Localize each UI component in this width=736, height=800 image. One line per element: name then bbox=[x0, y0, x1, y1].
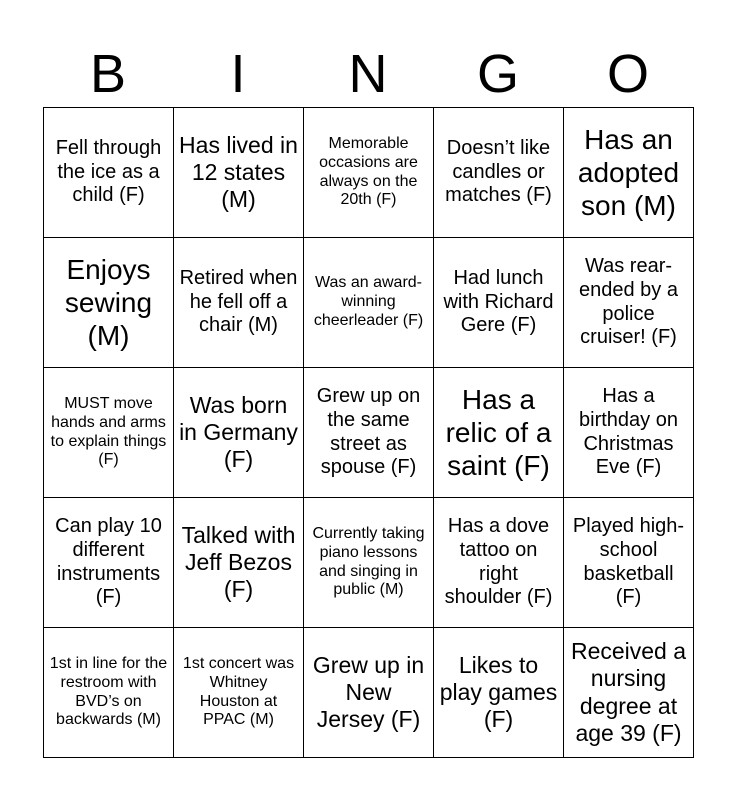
bingo-cell[interactable]: Fell through the ice as a child (F) bbox=[44, 108, 174, 238]
bingo-cell[interactable]: Has a dove tattoo on right shoulder (F) bbox=[434, 498, 564, 628]
bingo-cell[interactable]: Grew up in New Jersey (F) bbox=[304, 628, 434, 758]
bingo-cell[interactable]: Retired when he fell off a chair (M) bbox=[174, 238, 304, 368]
header-letter-i: I bbox=[230, 44, 246, 104]
bingo-cell[interactable]: Doesn’t like candles or matches (F) bbox=[434, 108, 564, 238]
bingo-cell[interactable]: Had lunch with Richard Gere (F) bbox=[434, 238, 564, 368]
bingo-cell[interactable]: Received a nursing degree at age 39 (F) bbox=[564, 628, 694, 758]
bingo-cell[interactable]: Was rear-ended by a police cruiser! (F) bbox=[564, 238, 694, 368]
bingo-cell[interactable]: 1st concert was Whitney Houston at PPAC (M) bbox=[174, 628, 304, 758]
bingo-cell[interactable]: Has lived in 12 states (M) bbox=[174, 108, 304, 238]
board-row bbox=[44, 108, 694, 238]
bingo-cell[interactable]: Was born in Germany (F) bbox=[174, 368, 304, 498]
board-row bbox=[44, 368, 694, 498]
header-letter-b: B bbox=[89, 44, 127, 104]
bingo-cell[interactable]: Likes to play games (F) bbox=[434, 628, 564, 758]
board-row bbox=[44, 628, 694, 758]
bingo-cell[interactable]: Can play 10 different instruments (F) bbox=[44, 498, 174, 628]
bingo-cell[interactable]: Has a relic of a saint (F) bbox=[434, 368, 564, 498]
board-row bbox=[44, 238, 694, 368]
bingo-board bbox=[43, 107, 694, 758]
bingo-cell[interactable]: 1st in line for the restroom with BVD’s on backwards (M) bbox=[44, 628, 174, 758]
header-letter-o: O bbox=[606, 44, 649, 104]
bingo-cell[interactable]: Has a birthday on Christmas Eve (F) bbox=[564, 368, 694, 498]
bingo-cell[interactable]: Played high-school basketball (F) bbox=[564, 498, 694, 628]
bingo-cell[interactable]: Enjoys sewing (M) bbox=[44, 238, 174, 368]
bingo-cell[interactable]: MUST move hands and arms to explain things (F) bbox=[44, 368, 174, 498]
bingo-cell[interactable]: Currently taking piano lessons and singing in public (M) bbox=[304, 498, 434, 628]
bingo-header bbox=[43, 40, 693, 108]
board-row bbox=[44, 498, 694, 628]
bingo-cell[interactable]: Has an adopted son (M) bbox=[564, 108, 694, 238]
header-letter-g: G bbox=[476, 44, 519, 104]
header-letter-n: N bbox=[348, 44, 388, 104]
bingo-cell[interactable]: Grew up on the same street as spouse (F) bbox=[304, 368, 434, 498]
bingo-cell[interactable]: Talked with Jeff Bezos (F) bbox=[174, 498, 304, 628]
bingo-cell[interactable]: Was an award-winning cheerleader (F) bbox=[304, 238, 434, 368]
bingo-cell[interactable]: Memorable occasions are always on the 20th (F) bbox=[304, 108, 434, 238]
